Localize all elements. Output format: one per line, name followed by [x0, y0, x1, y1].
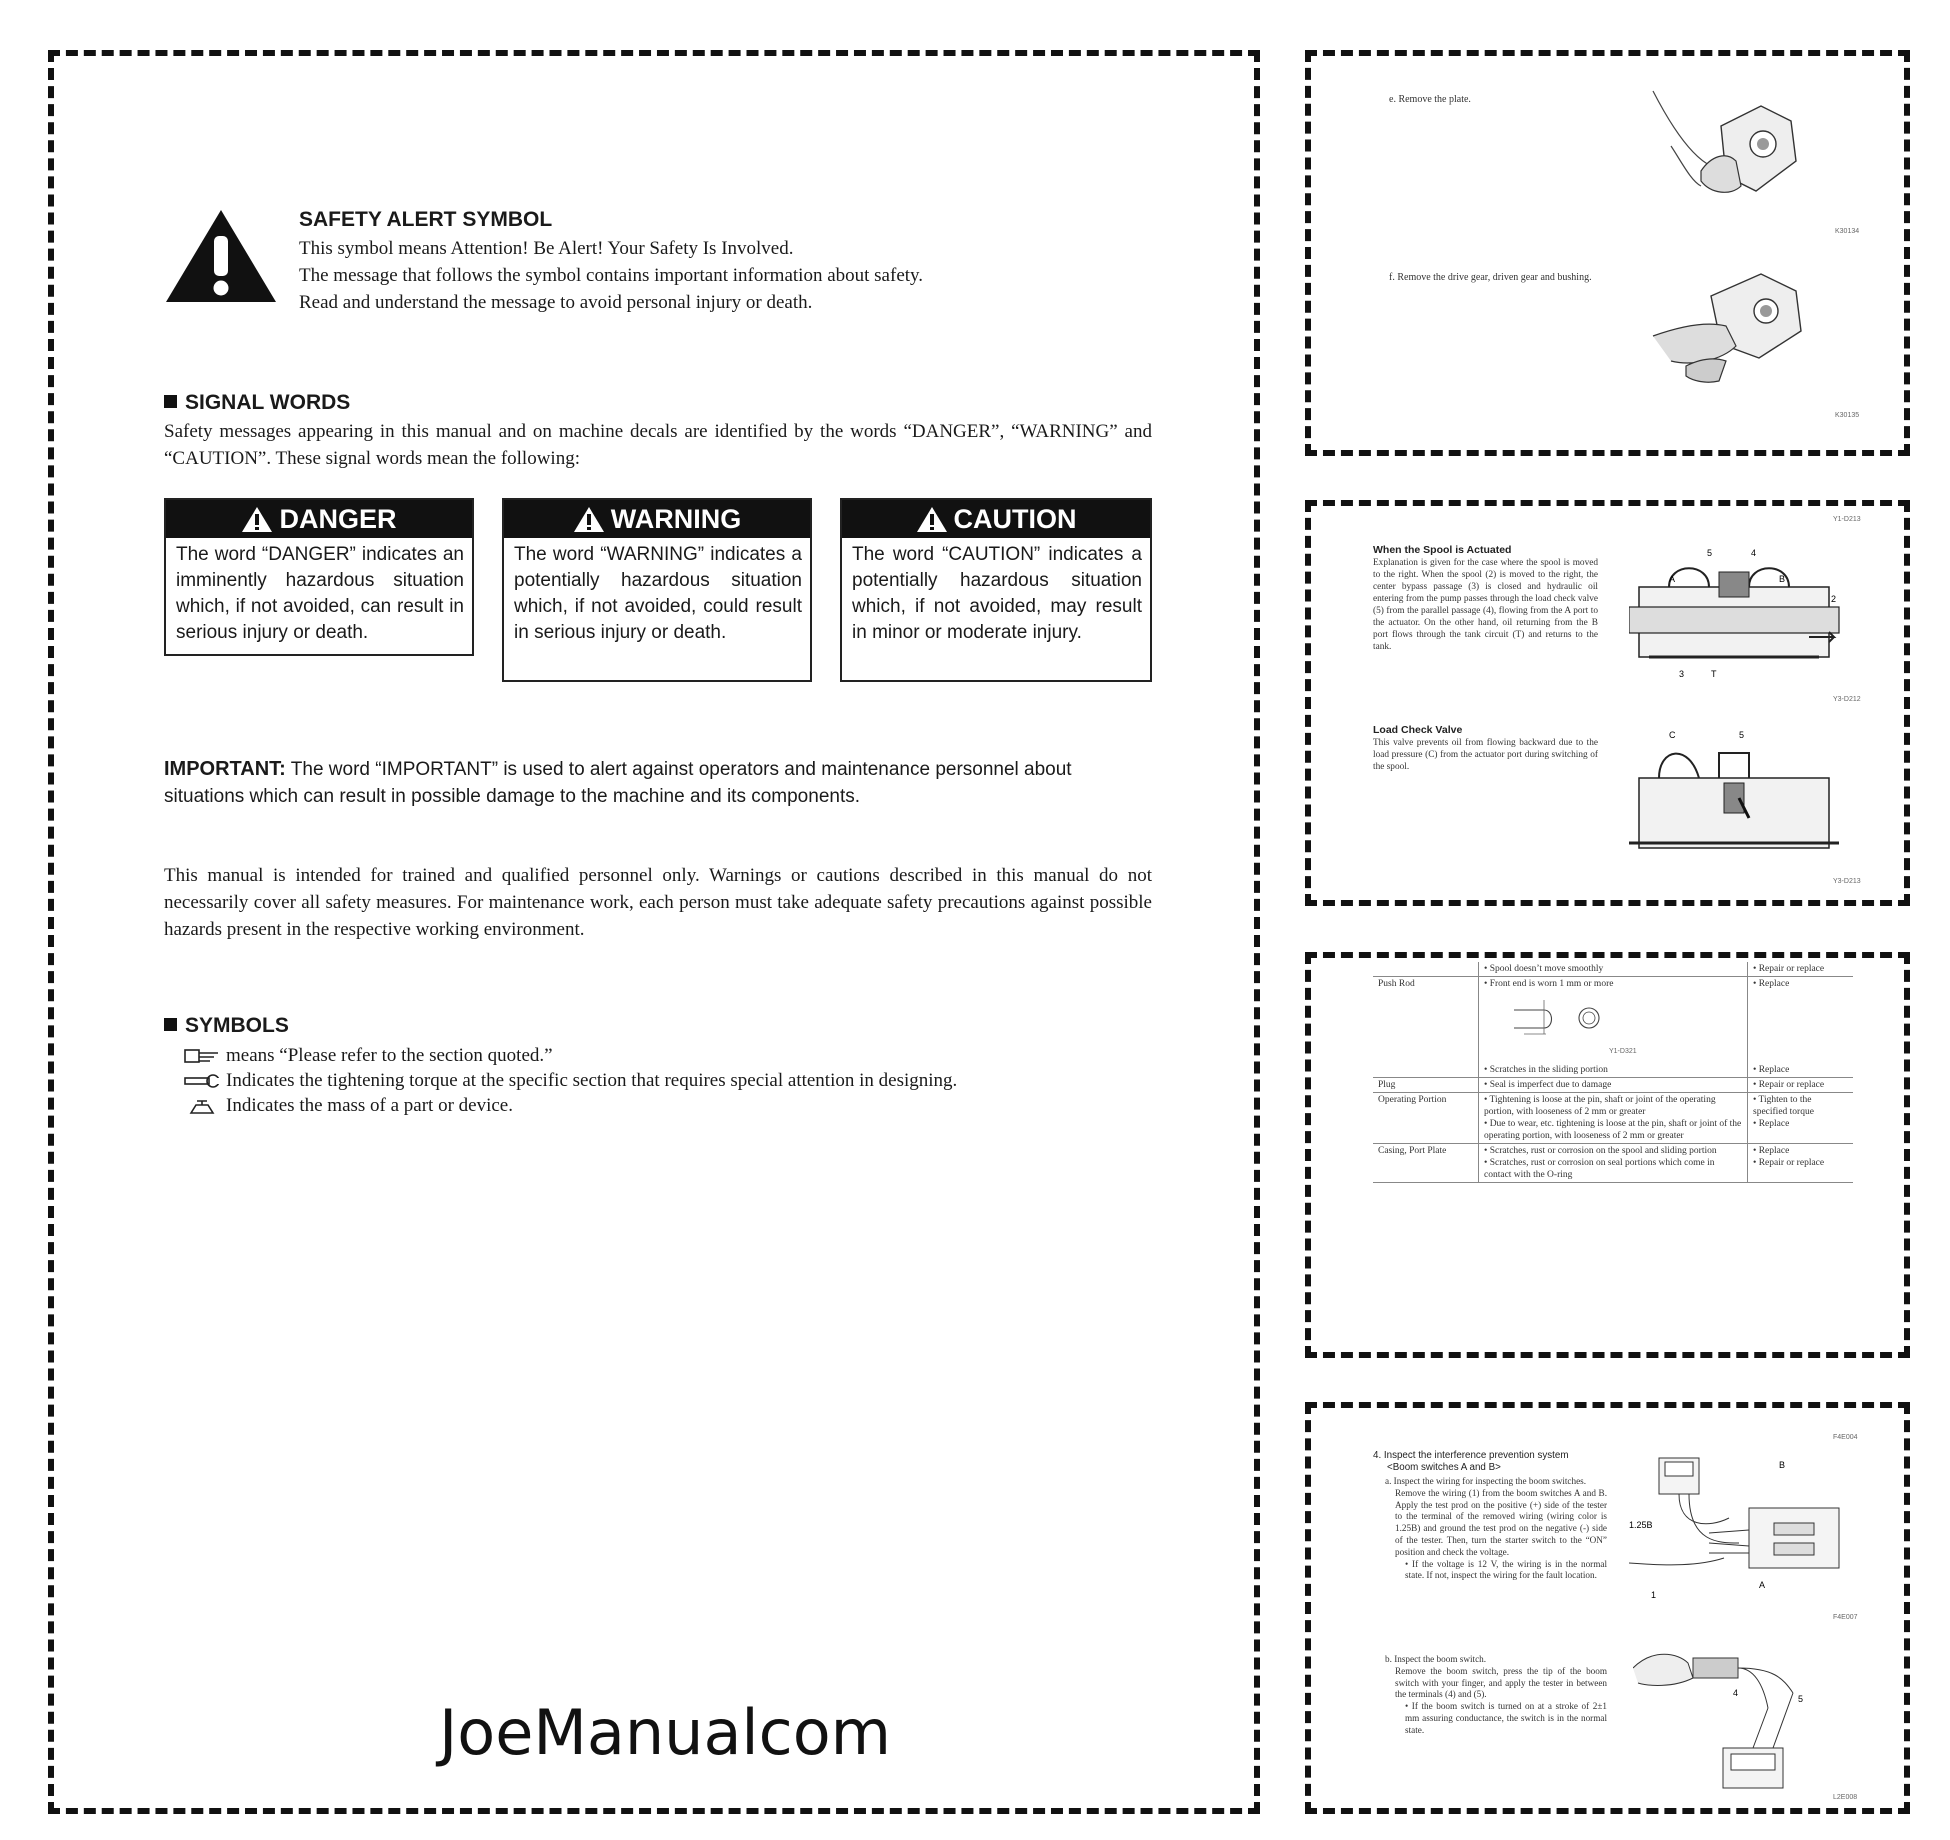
warning-header [504, 500, 810, 538]
danger-label: DANGER [279, 503, 397, 534]
caution-header [842, 500, 1150, 538]
table-cell-item [1479, 977, 1748, 1064]
load-check-diagram [1629, 728, 1849, 868]
symbol-item [182, 1043, 1162, 1068]
load-check-title: Load Check Valve [1373, 724, 1463, 736]
manual-page-main [48, 50, 1260, 1814]
warning-triangle-icon [916, 505, 948, 533]
warning-text: The word “WARNING” indicates a potentially hazardous situation which, if not avoided, could result in serious injury or death. [514, 544, 802, 643]
boom-switch-diagram [1633, 1628, 1848, 1798]
step-b-block [1385, 1654, 1607, 1737]
table-cell-action: • Repair or replace [1748, 962, 1854, 977]
table-cell-item-text: • Scratches, rust or corrosion on the spool and sliding portion [1484, 1146, 1717, 1156]
diagram-label: A [1759, 1580, 1766, 1590]
diagram-label: A [1669, 574, 1676, 584]
diagram-label: 5 [1739, 730, 1745, 740]
diagram-label: B [1779, 1460, 1786, 1470]
safety-alert-icon [164, 206, 279, 306]
diagram-label: 5 [1707, 548, 1713, 558]
figure-code: F4E007 [1833, 1614, 1858, 1621]
table-row [1373, 1063, 1853, 1078]
gear-removal-illustration [1651, 266, 1821, 386]
step-b-title: b. Inspect the boom switch. [1385, 1654, 1487, 1664]
caution-text: The word “CAUTION” indicates a potentially hazardous situation which, if not avoided, may result in minor or moderate injury. [852, 544, 1142, 643]
thumbnail-page-2[interactable] [1305, 500, 1910, 906]
important-text: The word “IMPORTANT” is used to alert against operators and maintenance personnel about situations which can result in possible damage to the machine and its components. [164, 759, 1072, 807]
diagram-label: C [1669, 730, 1676, 740]
control-valve-diagram [1629, 542, 1849, 692]
warning-triangle-icon [573, 505, 605, 533]
danger-text: The word “DANGER” indicates an imminently hazardous situation which, if not avoided, can result in serious injury or death. [176, 544, 464, 643]
table-cell-action-text: • Tighten to the specified torque [1753, 1095, 1814, 1117]
safety-alert-line: Read and understand the message to avoid personal injury or death. [299, 292, 813, 313]
inspect-heading-text: 4. Inspect the interference prevention system [1373, 1450, 1569, 1461]
figure-code: K30135 [1835, 412, 1860, 419]
step-a-block [1385, 1476, 1607, 1582]
figure-code: L2E008 [1833, 1794, 1858, 1801]
signal-words-text: Safety messages appearing in this manual and on machine decals are identified by the words “DANGER”, “WARNING” and “CAUTION”. These signal words mean the following: [164, 421, 1152, 469]
caution-label: CAUTION [953, 503, 1077, 534]
figure-code: F4E004 [1833, 1434, 1858, 1441]
symbol-item-text: Indicates the mass of a part or device. [226, 1095, 513, 1116]
table-cell-part: Push Rod [1373, 977, 1479, 1064]
wrench-icon [182, 1072, 222, 1090]
diagram-label: 4 [1733, 1688, 1739, 1698]
table-cell-action-text: • Repair or replace [1753, 1158, 1825, 1168]
inspect-subheading: <Boom switches A and B> [1387, 1462, 1501, 1473]
diagram-label: B [1779, 574, 1786, 584]
safety-alert-line: This symbol means Attention! Be Alert! Your Safety Is Involved. [299, 238, 794, 259]
diagram-label: 5 [1798, 1694, 1804, 1704]
diagram-label: T [1711, 669, 1717, 679]
diagram-label: 2 [1831, 594, 1837, 604]
warning-label: WARNING [610, 503, 742, 534]
warning-triangle-icon [241, 505, 273, 533]
signal-words-title: SIGNAL WORDS [185, 391, 351, 414]
symbol-item [182, 1068, 1162, 1093]
load-check-text: This valve prevents oil from flowing backward due to the load pressure (C) from the actuator port during switching of the spool. [1373, 738, 1598, 772]
figure-code: K30134 [1835, 228, 1860, 235]
table-row [1373, 977, 1853, 1064]
table-cell-item: • Spool doesn’t move smoothly [1484, 964, 1604, 974]
figure-code: Y3-D213 [1833, 878, 1861, 885]
diagram-label: 1.25B [1629, 1520, 1653, 1530]
table-cell-action: • Replace [1748, 1063, 1854, 1078]
figure-code: Y1-D213 [1833, 516, 1861, 523]
diagram-label: 1 [1651, 1590, 1657, 1600]
spool-actuated-text: Explanation is given for the case where the spool is moved to the right. When the spool (2) is moved to the right, the center bypass passage (3) is closed and hydraulic oil entering from the pump passes through the load check valve (5) from the parallel passage (4), flowing from the A port to the actuator. On the other hand, oil returning from the B port flows through the tank circuit (T) and returns to the tank. [1373, 558, 1598, 652]
square-bullet-icon [164, 1018, 177, 1031]
thumbnail-page-1[interactable] [1305, 50, 1910, 456]
diagram-label: 4 [1751, 548, 1757, 558]
inspect-heading [1373, 1450, 1613, 1474]
danger-header [166, 500, 472, 538]
thumbnail-page-3[interactable] [1305, 952, 1910, 1358]
pointing-hand-icon [182, 1047, 222, 1065]
safety-alert-title: SAFETY ALERT SYMBOL [299, 208, 553, 231]
step-a-bullet: • If the voltage is 12 V, the wiring is in the normal state. If not, inspect the wiring for the fault location. [1405, 1558, 1607, 1581]
weight-icon [182, 1097, 222, 1115]
table-cell-part [1373, 962, 1479, 977]
step-a-title: a. Inspect the wiring for inspecting the boom switches. [1385, 1476, 1587, 1486]
figure-code: Y1-D321 [1609, 1048, 1637, 1055]
table-cell-item-text: • Due to wear, etc. tightening is loose at the pin, shaft or joint of the operating portion, with looseness of 2 mm or greater [1484, 1119, 1742, 1141]
table-cell-item-text: • Front end is worn 1 mm or more [1484, 979, 1614, 989]
spool-actuated-title: When the Spool is Actuated [1373, 544, 1512, 556]
danger-box [164, 498, 474, 656]
table-cell-action: • Repair or replace [1748, 1078, 1854, 1093]
table-row [1373, 1144, 1853, 1183]
step-a-bullet-text: If the voltage is 12 V, the wiring is in the normal state. If not, inspect the wiring for the fault location. [1405, 1558, 1607, 1581]
symbol-item [182, 1093, 1162, 1118]
step-a-text: Remove the wiring (1) from the boom switches A and B. Apply the test prod on the positive (+) side of the tester to the terminal of the removed wiring (wiring color is 1.25B) and ground the test prod on the negative (-) side of the tester. Then, turn the starter switch to the “ON” position and check the voltage. [1395, 1487, 1607, 1557]
square-bullet-icon [164, 395, 177, 408]
table-cell-part: Operating Portion [1373, 1093, 1479, 1144]
table-cell-action-text: • Replace [1753, 1146, 1790, 1156]
table-cell-item: • Scratches in the sliding portion [1484, 1065, 1608, 1075]
important-label: IMPORTANT: [164, 758, 286, 780]
watermark-text: JoeManualcom [439, 1696, 892, 1769]
wiring-test-diagram [1629, 1448, 1849, 1608]
table-cell-part [1373, 1063, 1479, 1078]
table-cell-action: • Replace [1748, 977, 1854, 1064]
symbol-item-text: Indicates the tightening torque at the specific section that requires special attention in designing. [226, 1070, 958, 1091]
safety-alert-line: The message that follows the symbol contains important information about safety. [299, 265, 924, 286]
inspection-table [1373, 962, 1853, 1183]
table-row [1373, 1093, 1853, 1144]
table-cell-item-text: • Tightening is loose at the pin, shaft or joint of the operating portion, with looseness of 2 mm or greater [1484, 1095, 1716, 1117]
step-b-bullet: • If the boom switch is turned on at a stroke of 2±1 mm assuring conductance, the switch is in the normal state. [1405, 1701, 1608, 1735]
table-cell-action [1748, 1093, 1854, 1144]
signal-words-heading [164, 391, 350, 415]
table-cell-action [1748, 1144, 1854, 1183]
push-rod-figure [1484, 990, 1742, 1062]
symbol-item-text: means “Please refer to the section quoted.” [226, 1045, 553, 1066]
diagram-label: 3 [1679, 669, 1685, 679]
table-cell-part: Casing, Port Plate [1373, 1144, 1479, 1183]
gear-pump-illustration [1651, 86, 1811, 206]
table-cell-item [1479, 1093, 1748, 1144]
thumbnail-page-4[interactable] [1305, 1402, 1910, 1814]
warning-box [502, 498, 812, 682]
table-cell-item-text: • Scratches, rust or corrosion on seal portions which come in contact with the O-ring [1484, 1158, 1715, 1180]
step-b-text: Remove the boom switch, press the tip of the boom switch with your finger, and apply the tester in between the terminals (4) and (5). [1395, 1665, 1607, 1700]
symbols-title: SYMBOLS [185, 1014, 289, 1037]
table-cell-item: • Seal is imperfect due to damage [1479, 1078, 1748, 1093]
table-row [1373, 962, 1853, 977]
safety-alert-text [299, 235, 1119, 316]
table-row [1373, 1078, 1853, 1093]
table-cell-item [1479, 1144, 1748, 1183]
step-b-bullet-text: If the boom switch is turned on at a stroke of 2±1 mm assuring conductance, the switch is in the normal state. [1405, 1701, 1608, 1735]
caution-box [840, 498, 1152, 682]
symbols-list [182, 1043, 1162, 1118]
step-f-text: f. Remove the drive gear, driven gear and bushing. [1389, 272, 1592, 283]
disclaimer-text: This manual is intended for trained and qualified personnel only. Warnings or cautions described in this manual do not necessarily cover all safety measures. For maintenance work, each person must take adequate safety precautions against possible hazards present in the respective working environment. [164, 865, 1152, 940]
table-cell-part: Plug [1373, 1078, 1479, 1093]
step-e-text: e. Remove the plate. [1389, 94, 1471, 105]
figure-code: Y3-D212 [1833, 696, 1861, 703]
important-note [164, 756, 1152, 810]
symbols-heading [164, 1014, 289, 1038]
table-cell-action-text: • Replace [1753, 1119, 1790, 1129]
